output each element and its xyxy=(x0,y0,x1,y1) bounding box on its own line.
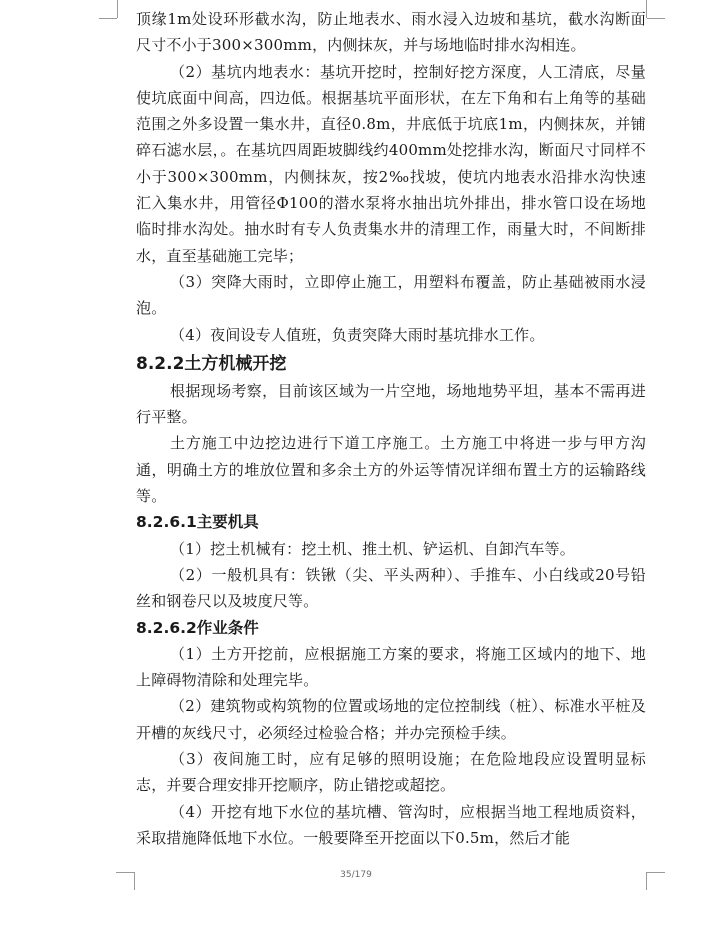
page-number: 35/179 xyxy=(340,870,372,880)
paragraph: （3）突降大雨时，立即停止施工，用塑料布覆盖，防止基础被雨水浸泡。 xyxy=(136,272,646,318)
paragraph: （4）开挖有地下水位的基坑槽、管沟时，应根据当地工程地质资料，采取措施降低地下水位。一般要降至开挖面以下0.5m，然后才能 xyxy=(136,802,646,847)
paragraph: （1）挖土机械有：挖土机、推土机、铲运机、自卸汽车等。 xyxy=(170,539,575,558)
paragraph: （4）夜间设专人值班，负责突降大雨时基坑排水工作。 xyxy=(170,325,545,344)
paragraph: 土方施工中边挖边进行下道工序施工。土方施工中将进一步与甲方沟通，明确土方的堆放位置和多余土方的外运等情况详细布置土方的运输路线等。 xyxy=(136,434,646,506)
crop-mark-top-right xyxy=(646,0,647,18)
subsection-heading: 8.2.6.2作业条件 xyxy=(136,618,259,637)
paragraph: （3）夜间施工时，应有足够的照明设施；在危险地段应设置明显标志，并要合理安排开挖顺序，防止错挖或超挖。 xyxy=(136,750,646,795)
crop-mark-top-right-h xyxy=(647,18,665,19)
paragraph: 根据现场考察，目前该区域为一片空地，场地地势平坦，基本不需再进行平整。 xyxy=(136,381,646,427)
section-heading: 8.2.2土方机械开挖 xyxy=(136,353,287,374)
subsection-heading: 8.2.6.1主要机具 xyxy=(136,513,259,532)
crop-mark-top-left-h xyxy=(99,18,117,19)
paragraph: （2）建筑物或构筑物的位置或场地的定位控制线（桩）、标准水平桩及开槽的灰线尺寸，必须经过检验合格；并办完预检手续。 xyxy=(136,697,646,742)
paragraph: （1）土方开挖前，应根据施工方案的要求，将施工区域内的地下、地上障碍物清除和处理完毕。 xyxy=(136,644,646,690)
crop-mark-top-left xyxy=(117,0,118,18)
paragraph: （2）一般机具有：铁锹（尖、平头两种）、手推车、小白线或20号铅丝和钢卷尺以及坡度尺等。 xyxy=(136,565,646,611)
document-body xyxy=(136,6,646,851)
paragraph: （2）基坑内地表水：基坑开挖时，控制好挖方深度，人工清底，尽量使坑底面中间高，四边低。根据基坑平面形状，在左下角和右上角等的基础范围之外多设置一集水井，直径0.8m，井底低于坑底1m，内侧抹灰，并铺碎石滤水层，。在基坑四周距坡脚线约400mm处挖排水沟，断面尺寸同样不小于300×300mm，内侧抹灰，按2‰找坡，使坑内地表水沿排水沟快速汇入集水井，用管径Φ100的潜水泵将水抽出坑外排出，排水管口设在场地临时排水沟处。抽水时有专人负责集水井的清理工作，雨量大时，不间断排水，直至基础施工完毕； xyxy=(136,62,646,265)
paragraph: 顶缘1m处设环形截水沟，防止地表水、雨水浸入边坡和基坑，截水沟断面尺寸不小于300×300mm，内侧抹灰，并与场地临时排水沟相连。 xyxy=(136,10,646,55)
